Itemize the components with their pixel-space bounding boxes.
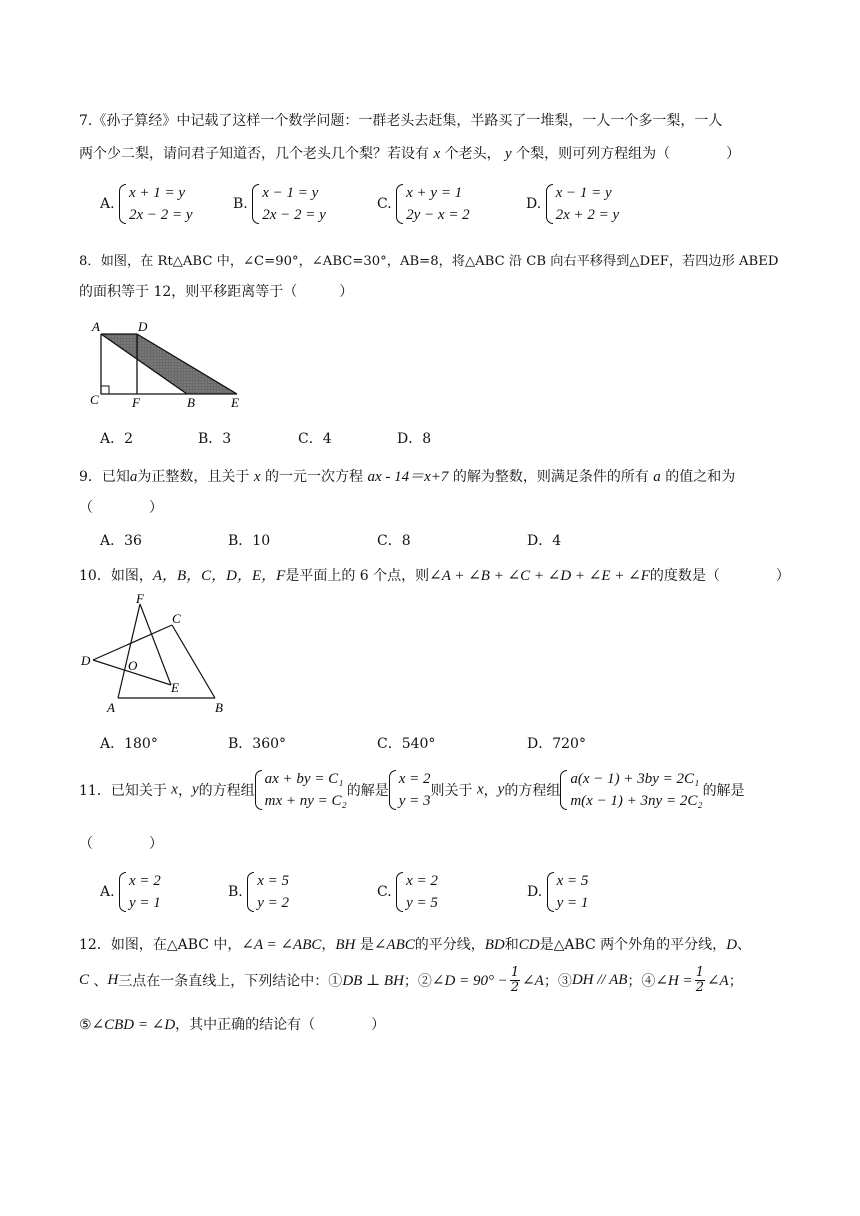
label-e: E	[171, 680, 179, 695]
label-o: O	[128, 658, 138, 673]
q12-math: D	[726, 937, 738, 953]
option-label: C.	[377, 196, 392, 212]
q11-option-a	[100, 870, 161, 914]
var-a: a	[129, 469, 138, 485]
q12-math: C	[79, 972, 90, 988]
q12-text: 的平分线，	[414, 937, 485, 953]
q12-text: ，其中正确的结论有（ ）	[175, 1017, 386, 1033]
q7-line1: 7.《孙子算经》中记载了这样一个数学问题：一群老头去赶集，半路买了一堆梨，一人一个多一梨，一人	[79, 113, 723, 129]
q10-option-b: B．360°	[228, 736, 287, 752]
equation-system: x − 1 = y 2x + 2 = y	[546, 182, 620, 226]
q12-text: ；④	[627, 973, 656, 990]
q12-line3	[79, 1014, 385, 1034]
fraction-half: $\frac{1}{2}$	[510, 965, 520, 995]
q7-option-d	[526, 182, 619, 226]
q8-option-a: A．2	[100, 431, 134, 447]
q11-line1	[79, 768, 745, 812]
var-y: y	[497, 781, 505, 798]
q11-text: 的解是	[702, 783, 745, 799]
q12-math: ∠A = ∠ABC	[241, 937, 322, 953]
q10-line1	[79, 564, 790, 585]
q9-text: 的解为整数，则满足条件的所有	[452, 469, 649, 485]
option-label: A.	[100, 196, 115, 212]
label-c: C	[172, 611, 181, 626]
q11-option-c	[377, 870, 438, 914]
q11-text: 的解是	[346, 783, 389, 799]
q7-text: 两个少二梨，请问君子知道否，几个老头几个梨？若设有	[79, 146, 429, 162]
q9-text: 的值之和为	[665, 469, 736, 485]
q10-text: 的度数是（ ）	[649, 568, 790, 584]
shaded-parallelogram	[101, 334, 237, 394]
label-b: B	[187, 395, 195, 410]
equation-system: x + y = 1 2y − x = 2	[396, 182, 470, 226]
q12-text: ；②	[403, 973, 432, 990]
option-label: D.	[527, 884, 543, 900]
q10-option-d: D．720°	[527, 736, 586, 752]
q10-figure	[78, 592, 238, 718]
q9-option-c: C．8	[377, 533, 411, 549]
q11-option-d	[527, 870, 588, 914]
q9-option-d: D．4	[527, 533, 562, 549]
q11-text: 的方程组	[504, 783, 561, 799]
q12-line1	[79, 934, 751, 954]
fraction-half: $\frac{1}{2}$	[695, 965, 704, 995]
q7-var-y: y	[505, 146, 512, 162]
label-f: F	[132, 395, 140, 410]
q12-math: ∠D = 90° −	[431, 973, 508, 989]
q12-text: 是△ABC 两个外角的平分线，	[539, 937, 727, 953]
q7-option-b	[233, 182, 326, 226]
q11-text: 的方程组	[198, 783, 255, 799]
q8-line2: 的面积等于 12，则平移距离等于（ ）	[79, 284, 354, 300]
q9-text: 为正整数，且关于	[137, 469, 250, 485]
q8-line1: 8．如图，在 Rt△ABC 中，∠C=90°，∠ABC=30°，AB=8，将△ABC 沿 CB 向右平移得到△DEF，若四边形 ABED	[79, 254, 779, 269]
q11-option-b	[228, 870, 289, 914]
q12-text: ⑤	[79, 1017, 92, 1033]
q12-text: ；	[728, 973, 743, 990]
var-x: x	[476, 781, 484, 798]
q12-math: ∠CBD = ∠D	[91, 1017, 176, 1033]
q9-text: 9．已知	[79, 469, 130, 485]
q12-math: CD	[518, 937, 540, 953]
option-label: B.	[228, 884, 243, 900]
equation-system-2: a(x − 1) + 3by = 2C₁ m(x − 1) + 3ny = 2C₂	[560, 768, 702, 812]
q7-option-a	[100, 182, 193, 226]
equation-system: x = 5 y = 1	[547, 870, 589, 914]
label-a: A	[92, 319, 100, 334]
q10-angle-sum: ∠A + ∠B + ∠C + ∠D + ∠E + ∠F	[429, 568, 650, 584]
q9-option-a: A．36	[100, 533, 142, 549]
q7-line2	[79, 143, 740, 163]
segment-fe	[140, 604, 171, 685]
q11-line2: （ ）	[79, 836, 163, 852]
q10-text: 是平面上的 6 个点，则	[285, 568, 430, 584]
q12-line2	[79, 966, 743, 995]
q7-text: 个梨，则可列方程组为（ ）	[516, 146, 741, 162]
segment-dc	[93, 625, 172, 660]
q12-math: DH // AB	[571, 972, 628, 988]
label-d: D	[81, 653, 91, 668]
q12-math: H	[107, 972, 119, 988]
q11-text: 11．已知关于	[79, 783, 167, 799]
var-y: y	[191, 781, 199, 798]
q10-option-a: A．180°	[100, 736, 158, 752]
q8-option-d: D．8	[397, 431, 432, 447]
q12-math: ∠ABC	[373, 937, 415, 953]
q12-text: ，	[321, 937, 336, 953]
label-f: F	[136, 592, 144, 606]
q11-text: 则关于	[430, 783, 473, 799]
q10-option-c: C．540°	[377, 736, 436, 752]
solution-system: x = 2 y = 3	[389, 768, 431, 812]
label-b: B	[215, 700, 223, 715]
equation-system: x − 1 = y 2x − 2 = y	[252, 182, 326, 226]
q12-text: 三点在一条直线上，下列结论中：①	[118, 973, 343, 990]
q12-math: BD	[484, 937, 505, 953]
right-angle-mark	[101, 386, 109, 394]
label-d: D	[138, 319, 148, 334]
var-x: x	[253, 469, 261, 485]
equation-system: x = 5 y = 2	[247, 870, 289, 914]
label-e: E	[231, 395, 239, 410]
q12-math: ∠A	[522, 973, 544, 989]
equation-system: x + 1 = y 2x − 2 = y	[119, 182, 193, 226]
var-x: x	[171, 781, 178, 798]
q12-text: 是	[359, 937, 374, 953]
q7-text: 个老头，	[444, 146, 501, 162]
q10-text: 10．如图，	[79, 568, 153, 584]
q10-points: A，B，C，D，E，F	[152, 568, 286, 584]
q12-math: BH	[335, 937, 356, 953]
q12-math: ∠H =	[655, 973, 693, 989]
q8-option-b: B．3	[198, 431, 232, 447]
q7-var-x: x	[433, 146, 441, 162]
q9-line1	[79, 465, 735, 486]
q11-text: ，	[177, 783, 192, 799]
label-a: A	[107, 700, 115, 715]
equation-system: x = 2 y = 1	[119, 870, 161, 914]
option-label: C.	[377, 884, 392, 900]
var-a: a	[653, 469, 661, 485]
q9-option-b: B．10	[228, 533, 271, 549]
label-c: C	[90, 392, 99, 407]
q9-line2: （ ）	[79, 500, 163, 516]
equation-system-1: ax + by = C₁ mx + ny = C₂	[255, 768, 347, 812]
q9-equation: ax - 14＝x+7	[367, 469, 449, 485]
option-label: B.	[233, 196, 248, 212]
q12-math: ∠A	[706, 973, 729, 989]
q12-text: 12．如图，在△ABC 中，	[79, 937, 242, 953]
q7-option-c	[377, 182, 470, 226]
q9-text: 的一元一次方程	[265, 469, 363, 485]
q8-option-c: C．4	[298, 431, 332, 447]
q11-text: ，	[483, 783, 498, 799]
q8-figure	[85, 318, 255, 410]
q12-text: ；③	[543, 973, 572, 990]
segment-fa	[118, 604, 140, 698]
option-label: D.	[526, 196, 542, 212]
q12-text: 和	[504, 937, 519, 953]
equation-system: x = 2 y = 5	[396, 870, 438, 914]
q12-text: 、	[737, 937, 752, 953]
q12-math: DB ⊥ BH	[342, 973, 404, 989]
option-label: A.	[100, 884, 115, 900]
q12-text: 、	[93, 973, 108, 990]
